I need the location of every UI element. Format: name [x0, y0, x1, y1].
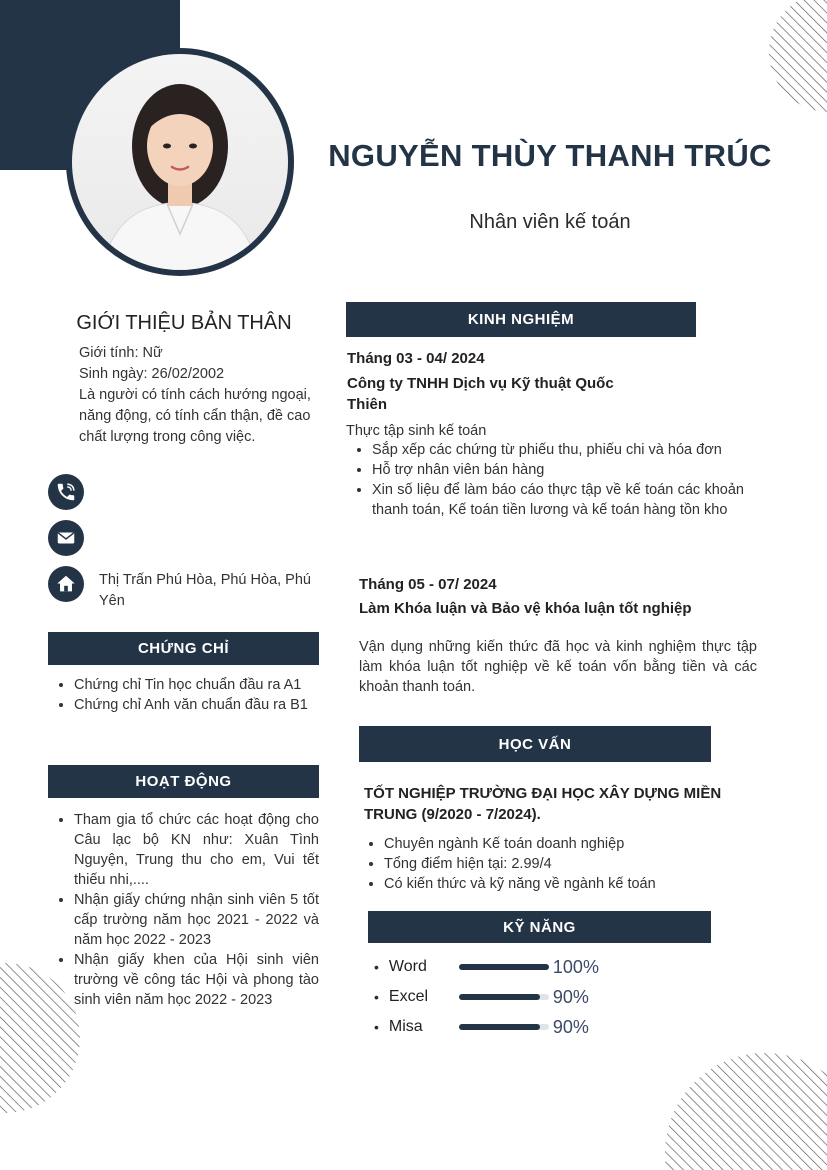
candidate-role: Nhân viên kế toán: [469, 211, 631, 233]
experience-heading: KINH NGHIỆM: [346, 302, 696, 337]
deco-circle-bottom-right: [660, 1048, 827, 1170]
list-item: • Sắp xếp các chứng từ phiếu thu, phiếu chi và hóa đơn: [372, 440, 744, 460]
list-item: • Chứng chỉ Tin học chuẩn đầu ra A1: [74, 675, 310, 695]
list-item: • Nhận giấy khen của Hội sinh viên trường về công tác Hội và phong tào sinh viên năm học 2022 - 2023: [74, 950, 319, 1010]
skill-row-excel: • Excel 90%: [374, 986, 589, 1007]
job-1-tasks: [346, 440, 744, 520]
skill-bar-fill: [459, 964, 549, 970]
skill-row-word: • Word 100%: [374, 956, 599, 977]
list-item: • Tham gia tổ chức các hoạt động cho Câu lạc bộ KN như: Xuân Tình Nguyện, Trung thu cho em, Vui tết thiếu nhi,....: [74, 810, 319, 890]
job-2-title: Làm Khóa luận và Bảo vệ khóa luận tốt nghiệp: [359, 600, 692, 617]
skills-heading: KỸ NĂNG: [368, 911, 711, 943]
list-item: • Xin số liệu để làm báo cáo thực tập về kế toán các khoản thanh toán, Kế toán tiền lương và kế toán hàng tồn kho: [372, 480, 744, 520]
list-item: • Nhận giấy chứng nhận sinh viên 5 tốt cấp trường năm học 2021 - 2022 và năm học 2022 - 2023: [74, 890, 319, 950]
list-item: • Chuyên ngành Kế toán doanh nghiệp: [384, 834, 738, 854]
intro-gender: Giới tính: Nữ: [79, 345, 163, 361]
skill-bar: [459, 994, 549, 1000]
skills-list: [374, 952, 634, 1042]
list-item: • Chứng chỉ Anh văn chuẩn đầu ra B1: [74, 695, 310, 715]
skill-value: 90%: [552, 1016, 589, 1037]
candidate-name: NGUYỄN THÙY THANH TRÚC: [328, 138, 772, 173]
certificates-heading: CHỨNG CHỈ: [48, 632, 319, 665]
skill-value: 90%: [552, 986, 589, 1007]
skill-value: 100%: [552, 956, 599, 977]
phone-icon: [48, 474, 84, 510]
skill-bar-fill: [459, 1024, 540, 1030]
activities-list: [48, 810, 319, 1010]
job-1-company: Công ty TNHH Dịch vụ Kỹ thuật Quốc Thiên: [347, 375, 614, 413]
mail-icon: [48, 520, 84, 556]
job-1-position: Thực tập sinh kế toán: [346, 423, 487, 439]
skill-bar: [459, 964, 549, 970]
skill-name: Misa: [388, 1018, 423, 1035]
list-item: • Hỗ trợ nhân viên bán hàng: [372, 460, 744, 480]
intro-body: [79, 343, 319, 448]
intro-summary: Là người có tính cách hướng ngoại, năng động, có tính cẩn thận, đề cao chất lượng trong công việc.: [79, 387, 311, 445]
profile-photo: [72, 54, 288, 270]
job-1-date: Tháng 03 - 04/ 2024: [347, 350, 485, 367]
job-2-date: Tháng 05 - 07/ 2024: [359, 576, 497, 593]
skill-row-misa: • Misa 90%: [374, 1016, 589, 1037]
list-item: • Có kiến thức và kỹ năng về ngành kế toán: [384, 874, 738, 894]
skill-name: Excel: [388, 988, 429, 1005]
education-heading: HỌC VẤN: [359, 726, 711, 762]
activities-heading: HOẠT ĐỘNG: [48, 765, 319, 798]
education-school: TỐT NGHIỆP TRƯỜNG ĐẠI HỌC XÂY DỰNG MIỀN TRUNG (9/2020 - 7/2024).: [364, 785, 722, 823]
certificates-list: [48, 675, 310, 715]
skill-bar-fill: [459, 994, 540, 1000]
contact-address: Thị Trấn Phú Hòa, Phú Hòa, Phú Yên: [99, 572, 311, 609]
list-item: • Tổng điểm hiện tại: 2.99/4: [384, 854, 738, 874]
education-list: [358, 834, 738, 894]
job-2-description: Vận dụng những kiến thức đã học và kinh nghiệm thực tập làm khóa luận tốt nghiệp về kế toán vốn bằng tiền và các khoản thanh toán.: [359, 639, 757, 695]
intro-birthdate: Sinh ngày: 26/02/2002: [79, 366, 225, 382]
skill-name: Word: [388, 958, 427, 975]
home-icon: [48, 566, 84, 602]
profile-photo-frame: [66, 48, 294, 276]
skill-bar: [459, 1024, 549, 1030]
deco-circle-top-right: [744, 0, 827, 115]
intro-heading: GIỚI THIỆU BẢN THÂN: [76, 312, 292, 334]
